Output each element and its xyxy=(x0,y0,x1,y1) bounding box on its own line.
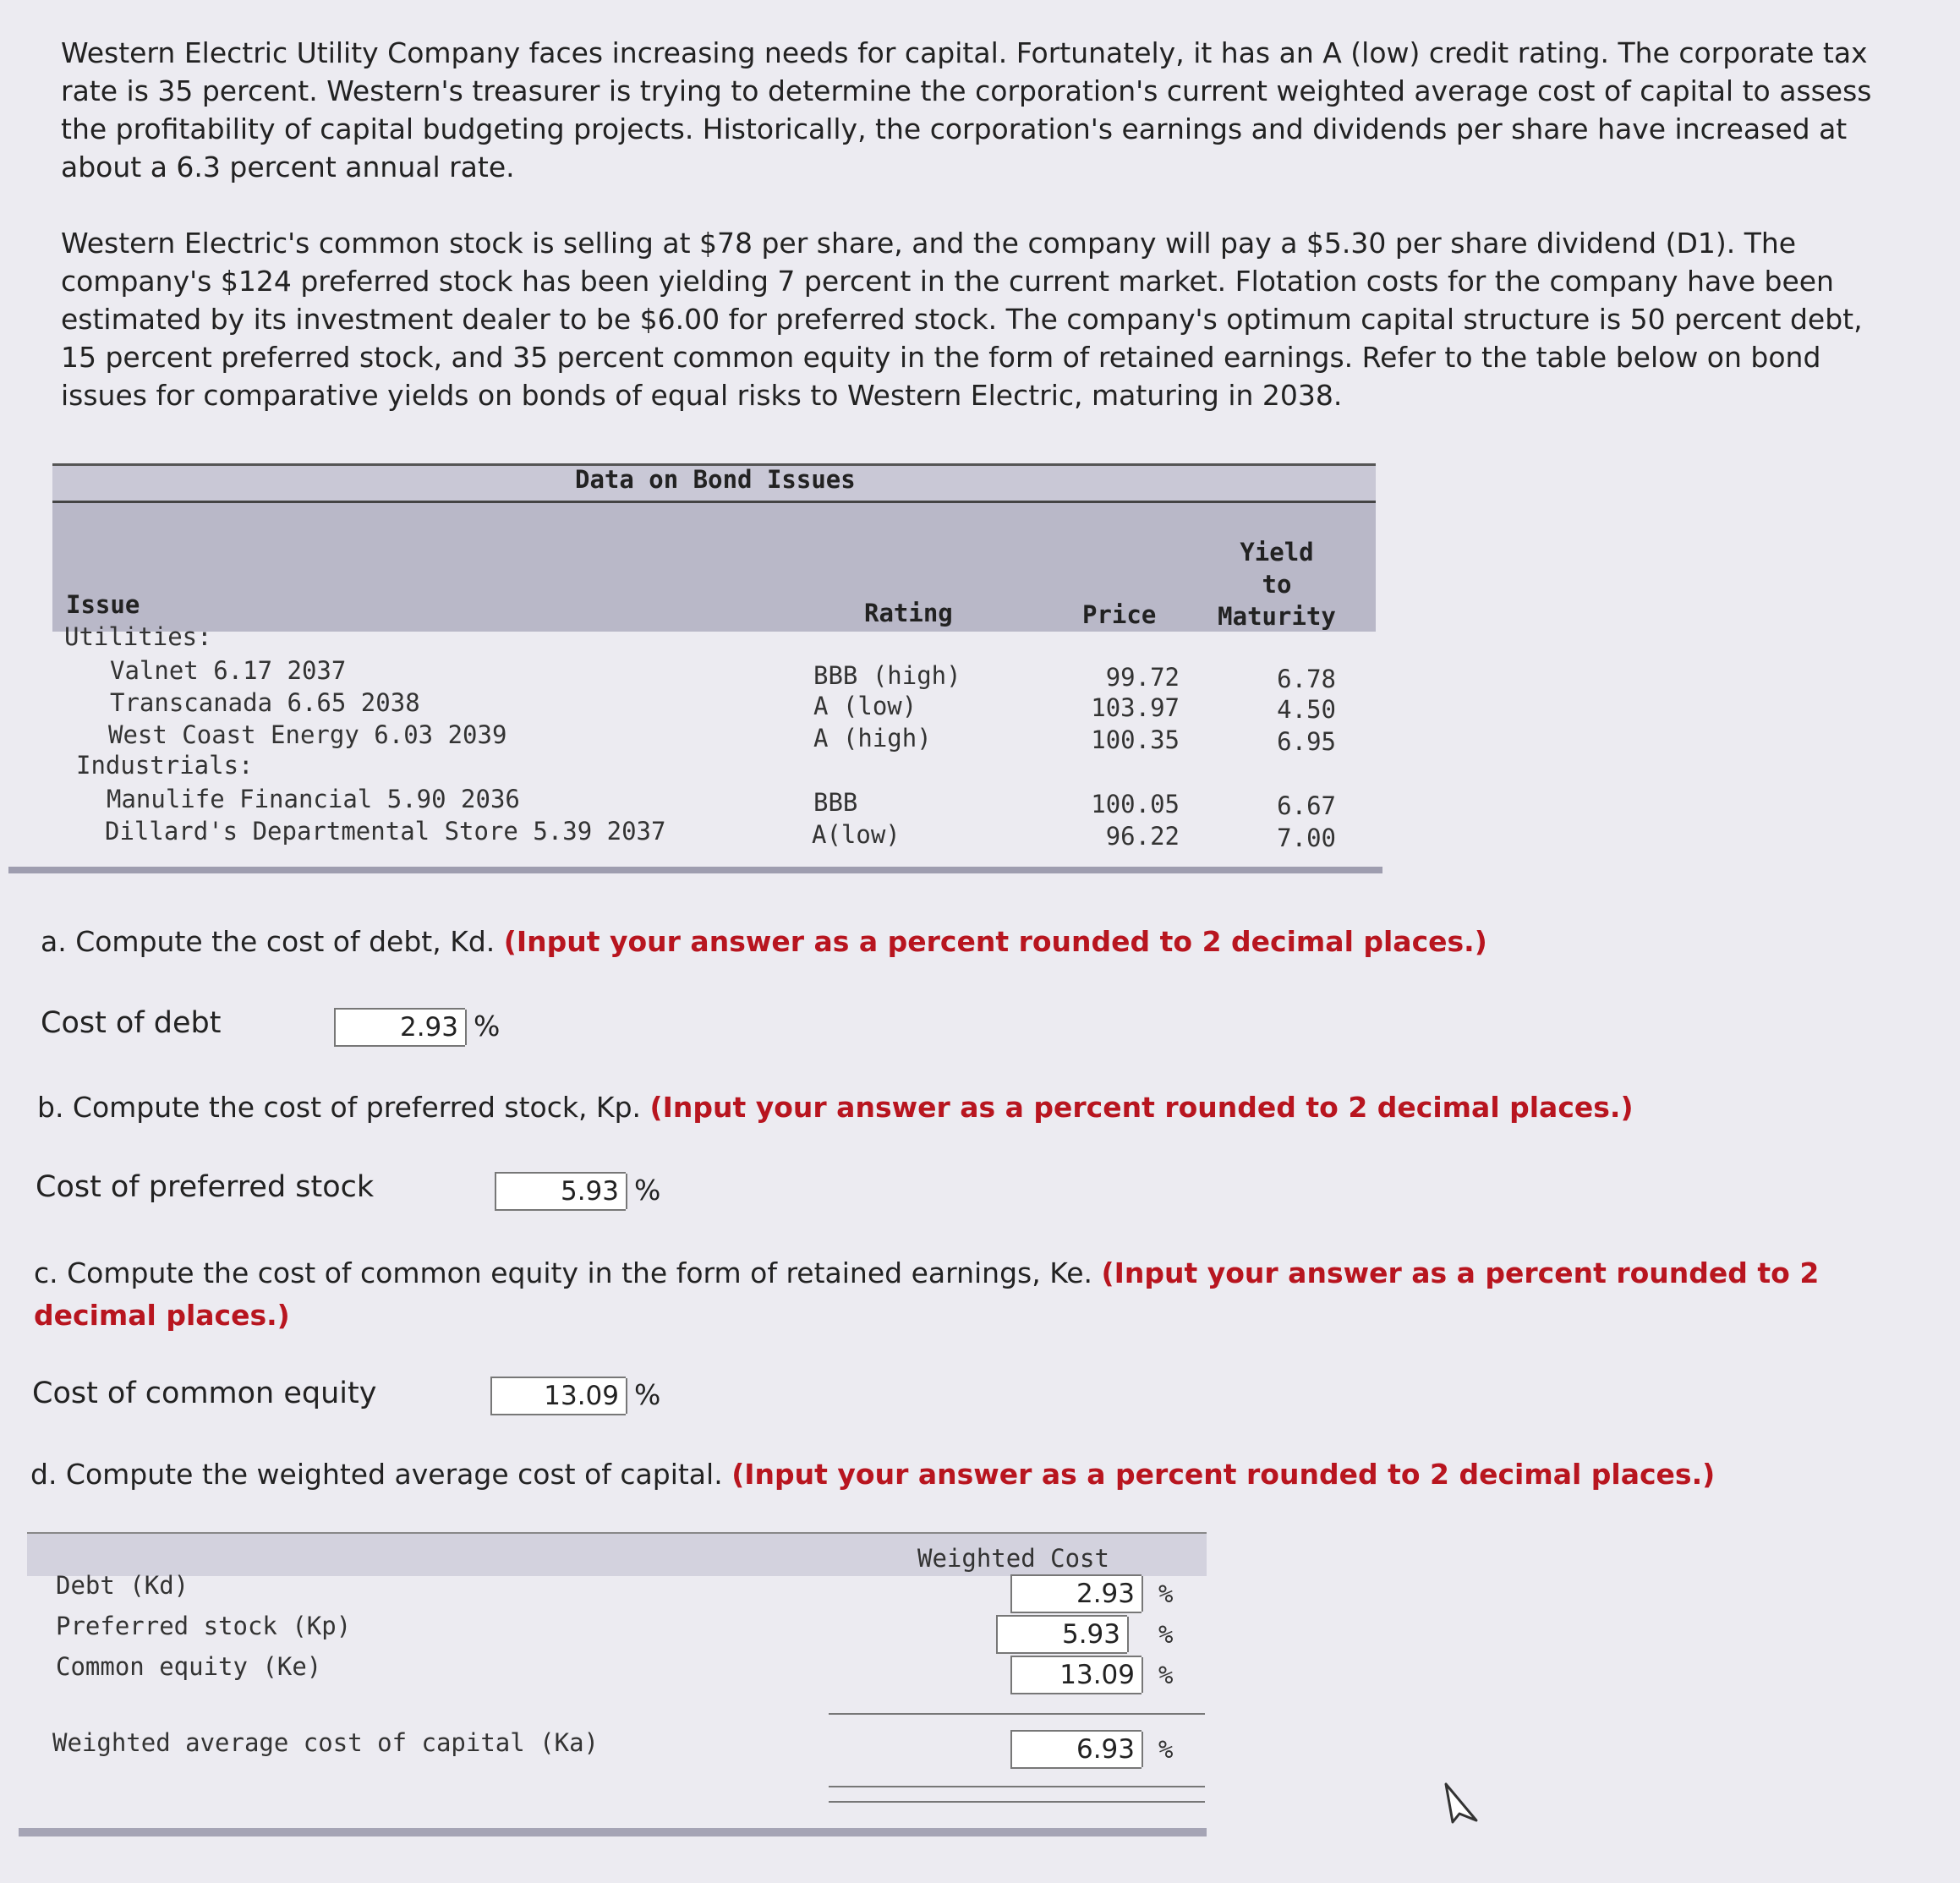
question-a-instructions: (Input your answer as a percent rounded to 2 decimal places.) xyxy=(503,925,1487,958)
wacc-table-bottom-rule xyxy=(19,1828,1207,1836)
row-rating: BBB (high) xyxy=(813,661,961,690)
cost-of-preferred-label: Cost of preferred stock xyxy=(36,1170,375,1204)
subtotal-rule xyxy=(829,1713,1205,1715)
row-ytm: 6.95 xyxy=(1277,727,1336,756)
header-ytm-line3: Maturity xyxy=(1218,602,1336,631)
question-c-instructions-1: (Input your answer as a percent rounded to 2 xyxy=(1101,1256,1820,1289)
row-ytm: 7.00 xyxy=(1277,824,1336,852)
mouse-cursor-icon xyxy=(1437,1780,1488,1847)
weighted-equity-value[interactable]: 13.09 xyxy=(1012,1657,1143,1693)
cost-of-equity-value[interactable]: 13.09 xyxy=(492,1378,627,1414)
group-industrials: Industrials: xyxy=(76,751,254,780)
bond-table-header-bar xyxy=(52,501,1376,632)
row-issue: West Coast Energy 6.03 2039 xyxy=(108,720,507,749)
total-double-rule-bottom xyxy=(829,1801,1205,1803)
question-a xyxy=(41,925,1487,958)
intro-paragraph-1: Western Electric Utility Company faces increasing needs for capital. Fortunately, it has an A (low) credit rating. The corporate tax rate is 35 percent. Western's treasurer is trying to determine the corporation's current weighted average cost of capital to assess the profitability of capital budgeting projects. Historically, the corporation's earnings and dividends per share have increased at about a 6.3 percent annual rate. xyxy=(61,36,1872,183)
group-utilities: Utilities: xyxy=(64,622,212,651)
row-price: 96.22 xyxy=(1105,822,1180,851)
row-rating: BBB xyxy=(813,788,858,817)
question-d-text: d. Compute the weighted average cost of capital. xyxy=(30,1458,723,1491)
weighted-equity-unit: % xyxy=(1158,1661,1174,1689)
row-issue: Manulife Financial 5.90 2036 xyxy=(107,785,520,813)
cost-of-preferred-unit: % xyxy=(634,1174,661,1207)
row-issue: Transcanada 6.65 2038 xyxy=(110,688,420,717)
wacc-row-preferred-label: Preferred stock (Kp) xyxy=(56,1612,352,1640)
cost-of-debt-value[interactable]: 2.93 xyxy=(336,1010,467,1045)
row-issue: Dillard's Departmental Store 5.39 2037 xyxy=(105,817,666,846)
row-price: 100.35 xyxy=(1091,725,1180,754)
intro-paragraph-2: Western Electric's common stock is selling at $78 per share, and the company will pay a $5.30 per share dividend (D1). The company's $124 preferred stock has been yielding 7 percent in the current market. Flotation costs for the company have been estimated by its investment dealer to be $6.00 for preferred stock. The company's optimum capital structure is 50 percent debt, 15 percent preferred stock, and 35 percent common equity in the form of retained earnings. Refer to the table below on bond issues for comparative yields on bonds of equal risks to Western Electric, maturing in 2038. xyxy=(61,227,1863,412)
wacc-row-debt-label: Debt (Kd) xyxy=(56,1571,189,1600)
wacc-row-equity-label: Common equity (Ke) xyxy=(56,1652,322,1681)
cost-of-preferred-input[interactable] xyxy=(495,1172,626,1211)
row-ytm: 6.78 xyxy=(1277,665,1336,693)
weighted-preferred-value[interactable]: 5.93 xyxy=(998,1617,1129,1652)
weighted-debt-input[interactable] xyxy=(1010,1574,1142,1613)
header-issue: Issue xyxy=(66,590,140,619)
header-ytm-line1: Yield xyxy=(1240,538,1314,567)
header-ytm-line2: to xyxy=(1262,570,1292,599)
header-price: Price xyxy=(1082,600,1157,629)
weighted-equity-input[interactable] xyxy=(1010,1656,1142,1694)
bond-table-title: Data on Bond Issues xyxy=(575,465,856,494)
weighted-preferred-unit: % xyxy=(1158,1620,1174,1649)
wacc-total-label: Weighted average cost of capital (Ka) xyxy=(52,1728,599,1757)
row-price: 99.72 xyxy=(1105,663,1180,692)
total-double-rule-top xyxy=(829,1786,1205,1787)
question-c xyxy=(34,1256,1819,1289)
header-rating: Rating xyxy=(864,599,953,627)
row-rating: A (low) xyxy=(813,692,917,720)
row-ytm: 6.67 xyxy=(1277,791,1336,820)
question-d xyxy=(30,1458,1715,1491)
weighted-debt-unit: % xyxy=(1158,1579,1174,1608)
question-a-text: a. Compute the cost of debt, Kd. xyxy=(41,925,495,958)
wacc-total-input[interactable] xyxy=(1010,1730,1142,1769)
bond-table-bottom-rule xyxy=(8,867,1382,873)
row-price: 100.05 xyxy=(1091,790,1180,818)
weighted-debt-value[interactable]: 2.93 xyxy=(1012,1576,1143,1612)
question-c-instructions-2: decimal places.) xyxy=(34,1299,290,1332)
cost-of-equity-label: Cost of common equity xyxy=(32,1377,377,1410)
cost-of-equity-input[interactable] xyxy=(490,1377,626,1415)
row-issue: Valnet 6.17 2037 xyxy=(110,656,347,685)
wacc-header: Weighted Cost xyxy=(917,1544,1109,1573)
row-ytm: 4.50 xyxy=(1277,695,1336,724)
cost-of-debt-input[interactable] xyxy=(334,1008,465,1047)
cost-of-equity-unit: % xyxy=(634,1378,661,1411)
row-rating: A(low) xyxy=(812,820,901,849)
weighted-preferred-input[interactable] xyxy=(996,1615,1127,1654)
question-b-instructions: (Input your answer as a percent rounded to 2 decimal places.) xyxy=(649,1091,1634,1124)
row-price: 103.97 xyxy=(1091,693,1180,722)
cost-of-debt-label: Cost of debt xyxy=(41,1006,222,1040)
row-rating: A (high) xyxy=(813,724,932,753)
question-b-text: b. Compute the cost of preferred stock, Kp. xyxy=(37,1091,642,1124)
wacc-total-value[interactable]: 6.93 xyxy=(1012,1732,1143,1767)
cost-of-debt-unit: % xyxy=(474,1010,501,1043)
question-c-text: c. Compute the cost of common equity in the form of retained earnings, Ke. xyxy=(34,1256,1093,1289)
wacc-total-unit: % xyxy=(1158,1735,1174,1764)
question-d-instructions: (Input your answer as a percent rounded to 2 decimal places.) xyxy=(731,1458,1716,1491)
question-b xyxy=(37,1091,1634,1124)
cost-of-preferred-value[interactable]: 5.93 xyxy=(496,1174,627,1209)
